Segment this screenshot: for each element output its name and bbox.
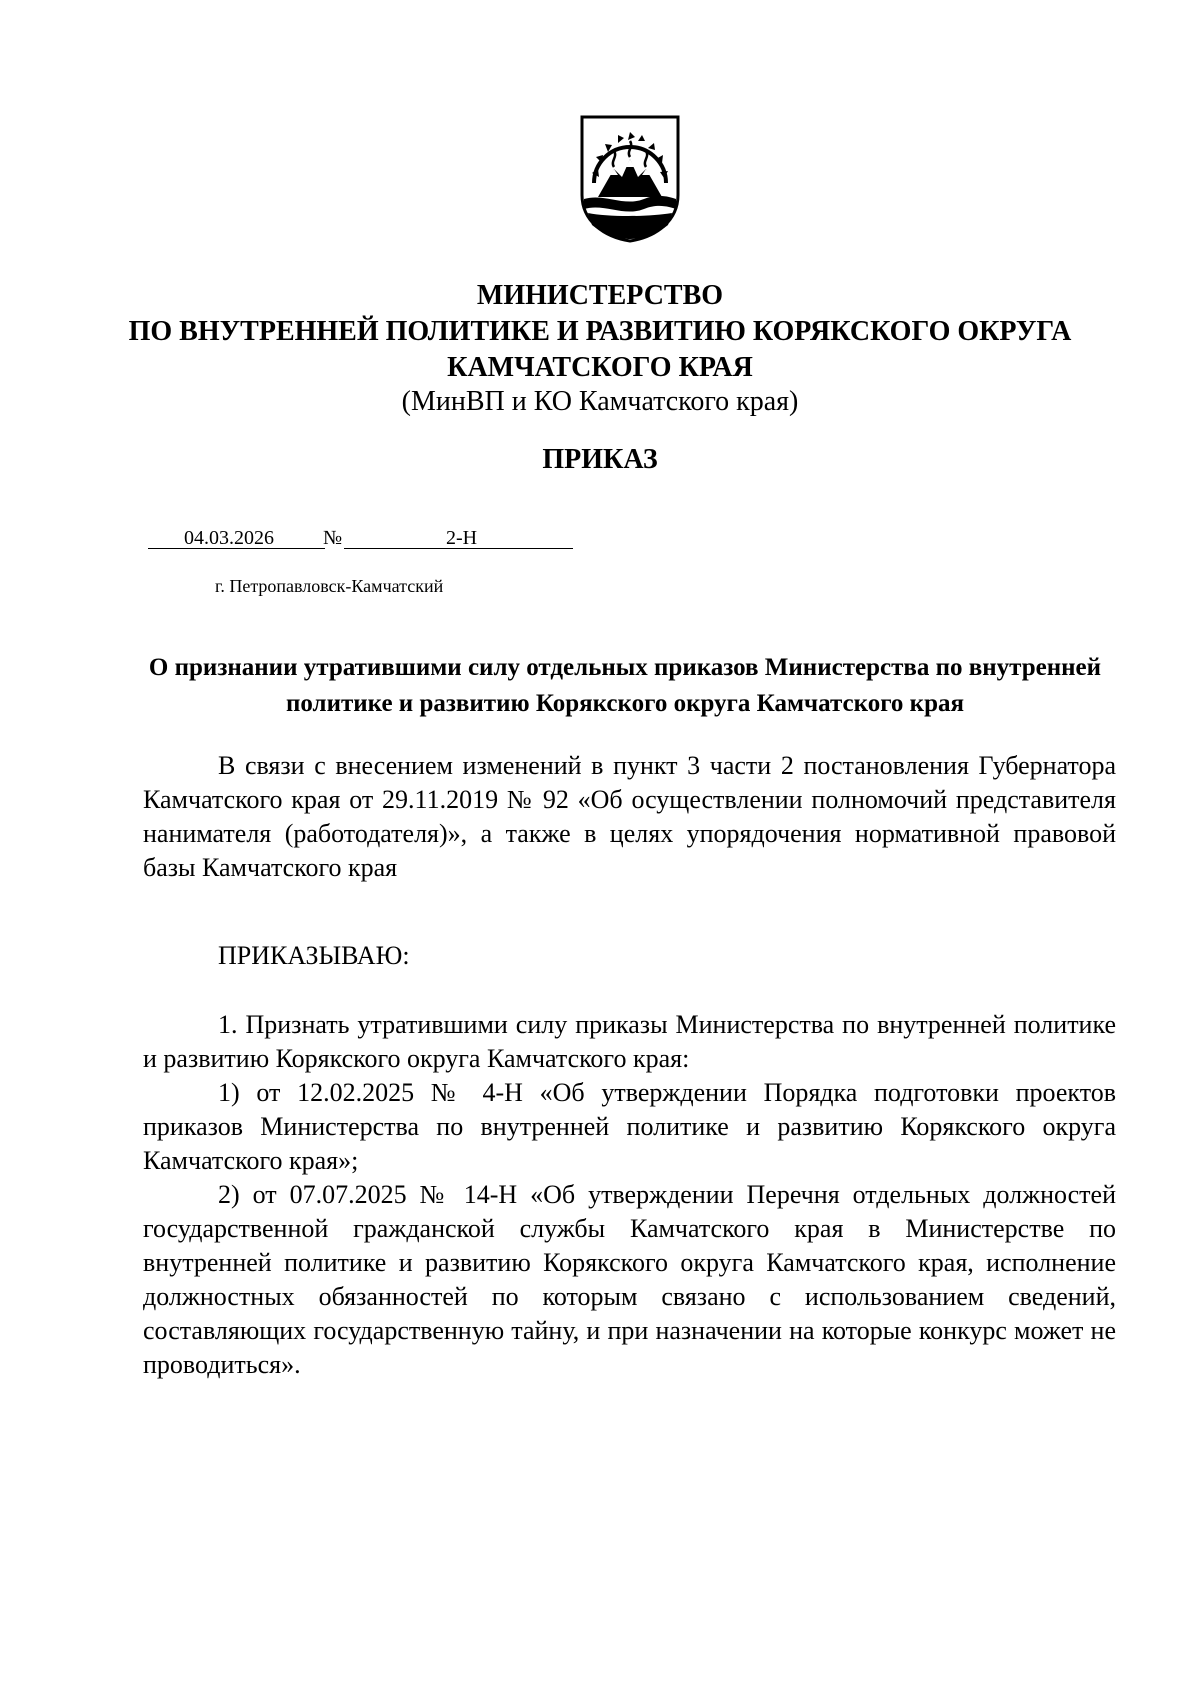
item-1-2-paragraph: 2) от 07.07.2025 № 14-Н «Об утверждении Перечня отдельных должностей государственной гражданской службы Камчатского края в Министерстве по внутренней политике и развитию Корякского округа Камчатского края, исполнение должностных обязанностей по которым связано с использованием сведений, составляющих государственную тайну, и при назначении на которые конкурс может не проводиться». — [143, 1180, 1116, 1379]
document-type-title: ПРИКАЗ — [542, 444, 658, 475]
ministry-title-line3: КАМЧАТСКОГО КРАЯ — [447, 352, 753, 383]
ministry-abbreviation: (МинВП и КО Камчатского края) — [401, 386, 799, 417]
ministry-title-line2: ПО ВНУТРЕННЕЙ ПОЛИТИКЕ И РАЗВИТИЮ КОРЯКСКОГО ОКРУГА — [128, 316, 1072, 347]
order-date: 04.03.2026 — [184, 527, 274, 549]
registration-line — [148, 524, 573, 552]
kamchatka-coat-of-arms-icon — [578, 113, 682, 243]
orders-word: ПРИКАЗЫВАЮ: — [218, 941, 410, 970]
order-subject: О признании утратившими силу отдельных приказов Министерства по внутренней политике и развитию Корякского округа Камчатского края — [148, 654, 1102, 717]
order-number: 2-Н — [446, 527, 478, 549]
item-1-paragraph: 1. Признать утратившими силу приказы Министерства по внутренней политике и развитию Корякского округа Камчатского края: — [143, 1010, 1116, 1073]
number-label: № — [323, 527, 343, 549]
ministry-title-line1: МИНИСТЕРСТВО — [476, 280, 724, 311]
city-name: г. Петропавловск-Камчатский — [215, 576, 444, 596]
item-1-1-paragraph: 1) от 12.02.2025 № 4-Н «Об утверждении Порядка подготовки проектов приказов Министерства по внутренней политике и развитию Корякского округа Камчатского края»; — [143, 1078, 1116, 1175]
preamble-paragraph: В связи с внесением изменений в пункт 3 части 2 постановления Губернатора Камчатского края от 29.11.2019 № 92 «Об осуществлении полномочий представителя нанимателя (работодателя)», а также в целях упорядочения нормативной правовой базы Камчатского края — [143, 751, 1116, 882]
